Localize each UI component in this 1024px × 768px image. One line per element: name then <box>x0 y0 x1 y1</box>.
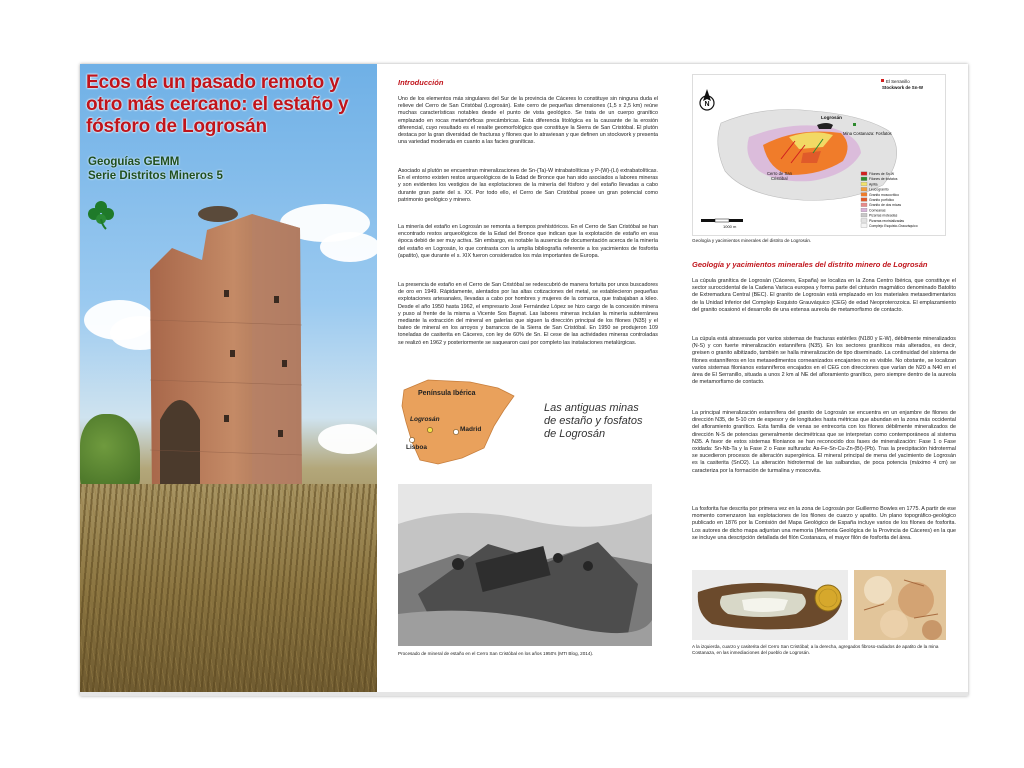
legend-label: Complejo Esquisto-Grauváquico <box>869 224 918 228</box>
map-scale-label: 1000 m <box>723 224 737 229</box>
map-hill-label-2: Cristóbal <box>771 176 788 181</box>
map-tagline: Las antiguas minas de estaño y fosfatos de Logrosán <box>544 402 643 440</box>
cloud <box>320 232 377 262</box>
map-city-lisboa: Lisboa <box>406 444 427 451</box>
dry-grass <box>80 484 377 696</box>
geology-paragraph-2: La cúpula está atravesada por varios sistemas de fracturas estériles (N180 y E-W), débilmente mineralizados (N-S) y con fuerte mineralización estannífera (N35). En los sectores graníticos más alterados, es decir, greisen o granito albitizado, también se halla mineralización de tipo diseminado. La continuidad del sistema de filones estanníferos en los metasedimentos corneanizados encajantes no es visible. No obstante, se localizan varios sistemas filonianos estanníferos encajados en el CEG con direcciones que varían de N20 a N40 en el área de El Serranillo, situada a unos 2 km al NE del afloramiento granítico, pero siempre dentro de la aureola de metamorfismo de contacto. <box>692 336 956 386</box>
intro-paragraph-1: Uno de los elementos más singulares del Sur de la provincia de Cáceres lo constituye sin ninguna duda el relieve del Cerro de San Cristóbal (Logrosán). Este cerro de pequeñas dimensiones (1,5 x 2,5 km) reúne muchas características notables desde el punto de vista geológico. Se trata de un cuerpo granítico emplazado en rocas metamórficas precámbricas. Esta diferencia litológica es la causante de la erosión diferencial, cuyo resultado es el resalte geomorfológico que constituye la Sierra de San Cristóbal. El plutón destaca por la gran diversidad de fracturas y filones que lo atraviesan y que definen un stockwork y presenta una variedad moderada en cuanto a las facies graníticas. <box>398 96 658 146</box>
photos-caption: A la izquierda, cuarzo y casiterita del Cerro San Cristóbal; a la derecha, agregados fibroso-radiados de apatito de la mina Costanaza, en las inmediaciones del pueblo de Logrosán. <box>692 644 939 655</box>
map-title-line1: El Serranillo <box>886 79 910 84</box>
cover-series-line1: Geoguías GEMM <box>88 156 180 168</box>
cover-series-line2: Serie Distritos Mineros 5 <box>88 170 223 182</box>
geology-paragraph-3: La principal mineralización estannífera del granito de Logrosán se encuentra en un enjambre de filones de dirección N35, de 5-10 cm de espesor y de longitudes hasta métricas que abundan en la zona más occidental del afloramiento granítico. Esta familia de venas se entrecorta con los filones débilmente mineralizados de dirección N-S de potencias generalmente decimétricas que se interpretan como contemporáneos al sistema N35. A favor de estos sistemas filonianos se han reconocido dos fases de mineralización: Fase 1 o Fase oxidada: Sn-Nb-Ta y la Fase 2 o Fase sulfurada: As-Fe-Sn-Cu-Zn-(Bi)-(Pb). Tras la precipitación hidrotermal se sucedieron procesos de alteración supergénica. El mineral principal de mena del yacimiento de Logrosán es la casiterita (SnO2). La alteración hidrotermal de las salbandas, de poca potencia (máximo 4 cm) se caracteriza por la formación de turmalina y moscovita. <box>692 410 956 474</box>
legend-label: Granito porfídico <box>869 198 895 202</box>
sheet-bottom-edge <box>80 692 968 696</box>
legend-swatch <box>861 172 867 176</box>
legend-swatch <box>861 208 867 212</box>
legend-swatch <box>861 187 867 191</box>
brochure-sheet <box>80 64 968 696</box>
map-city-logrosan: Logrosán <box>410 416 440 423</box>
intro-paragraph-4: La presencia de estaño en el Cerro de San Cristóbal se redescubrió de manera fortuita por unos buscadores de oro en 1949. Rápidamente, alentados por las altas cotizaciones del metal, se establecieron pequeñas explotaciones artesanales, llevadas a cabo por hombres y mujeres de la comarca, que trabajaban a kileo. Desde el año 1950 hasta 1962, el empresario José Fernández López se hizo cargo de la concesión minera y puso al frente de la misma a Vicente Sos Baynat. Las labores mineras incluían la minería subterránea mediante la extracción del mineral en galerías que siguen la dirección principal de los filones (N35) y el bateo de mineral en los arroyos y barrancos de la Sierra de San Cristóbal. En 1950 se produjeron 109 toneladas de casiterita en Cáceres, con ley de 60% de Sn. El cese de las actividades mineras controladas se realizó en 1962 y posteriormente se saquearon casi por completo las instalaciones metalúrgicas. <box>398 282 658 346</box>
map-hill-label-1: Cerro de San <box>767 171 792 176</box>
legend-swatch <box>861 219 867 223</box>
cover-title: Ecos de un pasado remoto y otro más cercano: el estaño y fósforo de Logrosán <box>86 72 349 137</box>
legend-swatch <box>861 193 867 197</box>
legend-label: Granito moscovítico <box>869 192 899 197</box>
legend-swatch <box>861 203 867 207</box>
legend-swatch <box>861 198 867 202</box>
intro-paragraph-3: La minería del estaño en Logrosán se remonta a tiempos prehistóricos. En el Cerro de San Cristóbal se han encontrado restos arqueológicos de la Edad del Bronce que indican que la explotación de estaño en esa época debió de ser muy activa. Sin embargo, es notable la ausencia de documentación acerca de la minería del estaño en Logrosán, lo que contrasta con la amplia bibliografía referente a los yacimientos de fosforita (apatito), que durante el s. XIX fueron considerados los más importantes de Europa. <box>398 224 658 259</box>
north-label: N <box>704 101 710 108</box>
legend-label: Filones de Sn-W <box>869 172 895 176</box>
map-town-label: Logrosán <box>821 115 842 120</box>
legend-swatch <box>861 213 867 217</box>
geology-paragraph-4: La fosforita fue descrita por primera vez en la zona de Logrosán por Guillermo Bowles en 1775. A partir de ese momento comenzaron las explotaciones de los filones de cuarzo y apatito. Un plano topográfico-geológico publicado en 1876 por la Comisión del Mapa Geológico de España incluye varios de los filones de fosforita. Los autores de dicho mapa adjuntan una memoria (Memoria Geológica de la Provincia de Cáceres) en la que se incluye una descripción detallada del filón Costanaza, el mayor filón de fosforita del área. <box>692 506 956 541</box>
quartz-cassiterite-photo <box>692 570 848 640</box>
legend-swatch <box>861 224 867 228</box>
geology-column <box>692 64 958 696</box>
geology-heading: Geología y yacimientos minerales del distrito minero de Logrosán <box>692 260 928 269</box>
legend-label: Leucogranito <box>869 187 889 192</box>
apatite-aggregate-photo <box>854 570 946 640</box>
legend-label: Aplita <box>869 182 878 187</box>
tree <box>80 414 140 494</box>
map-region-label: Península Ibérica <box>418 390 476 397</box>
legend-label: Granito de dos micas <box>869 203 902 208</box>
legend-label: Pizarras moteadas <box>869 213 898 218</box>
intro-column <box>398 64 658 696</box>
geological-district-map <box>692 74 946 236</box>
map-title-line2: Stockwork de Sn-W <box>882 85 923 90</box>
geology-paragraph-1: La cúpula granítica de Logrosán (Cáceres, España) se localiza en la Zona Centro Ibérica, que constituye el sector suroccidental de la Cadena Varisca europea y forma parte del cinturón magmático denominado Batolito de Extremadura Central (BEC). El granito de Logrosán está emplazado en los materiales metasedimentarios de la Unidad Inferior del Complejo Esquisto Grauváquico (CEG) de edad Neoproterozoica. El emplazamiento del granito ocasionó el desarrollo de una extensa aureola de metamorfismo de contacto. <box>692 278 956 313</box>
cloud <box>318 424 377 454</box>
map-mine-label: Mina Costanaza: Fosfatos <box>843 131 892 136</box>
geo-map-caption: Geología y yacimientos minerales del distrito de Logrosán. <box>692 238 812 243</box>
location-map-block <box>398 376 658 476</box>
map-city-madrid: Madrid <box>460 426 482 433</box>
legend-swatch <box>861 177 867 181</box>
clover-logo-icon <box>88 200 114 230</box>
intro-paragraph-2: Asociado al plutón se encuentran mineralizaciones de Sn-(Ta)-W intrabatolíticas y P-(W)-(Li) extrabatolíticas. En el entorno existen restos arqueológicos de la Edad de Bronce que han sido asociados a labores mineras y son evidentes los vestigios de las explotaciones de la minería del fósforo y del estaño llevadas a cabo durante gran parte del s. XX. Por todo ello, el Cerro de San Cristóbal posee un gran potencial como patrimonio geológico y minero. <box>398 168 658 203</box>
intro-heading: Introducción <box>398 78 444 87</box>
legend-swatch <box>861 182 867 186</box>
cover-panel <box>80 64 377 696</box>
legend-label: Filones de fosfatos <box>869 177 898 182</box>
ruined-tower-image <box>132 200 322 500</box>
historic-photo-caption: Procesado de mineral de estaño en el Cerro San Cristóbal en los años 1950's (MTI Blog, 2014). <box>398 651 594 656</box>
legend-label: Corneanas <box>869 208 886 213</box>
historic-mining-photo <box>398 484 652 646</box>
legend-label: Pizarras recristalizadas <box>869 218 905 223</box>
